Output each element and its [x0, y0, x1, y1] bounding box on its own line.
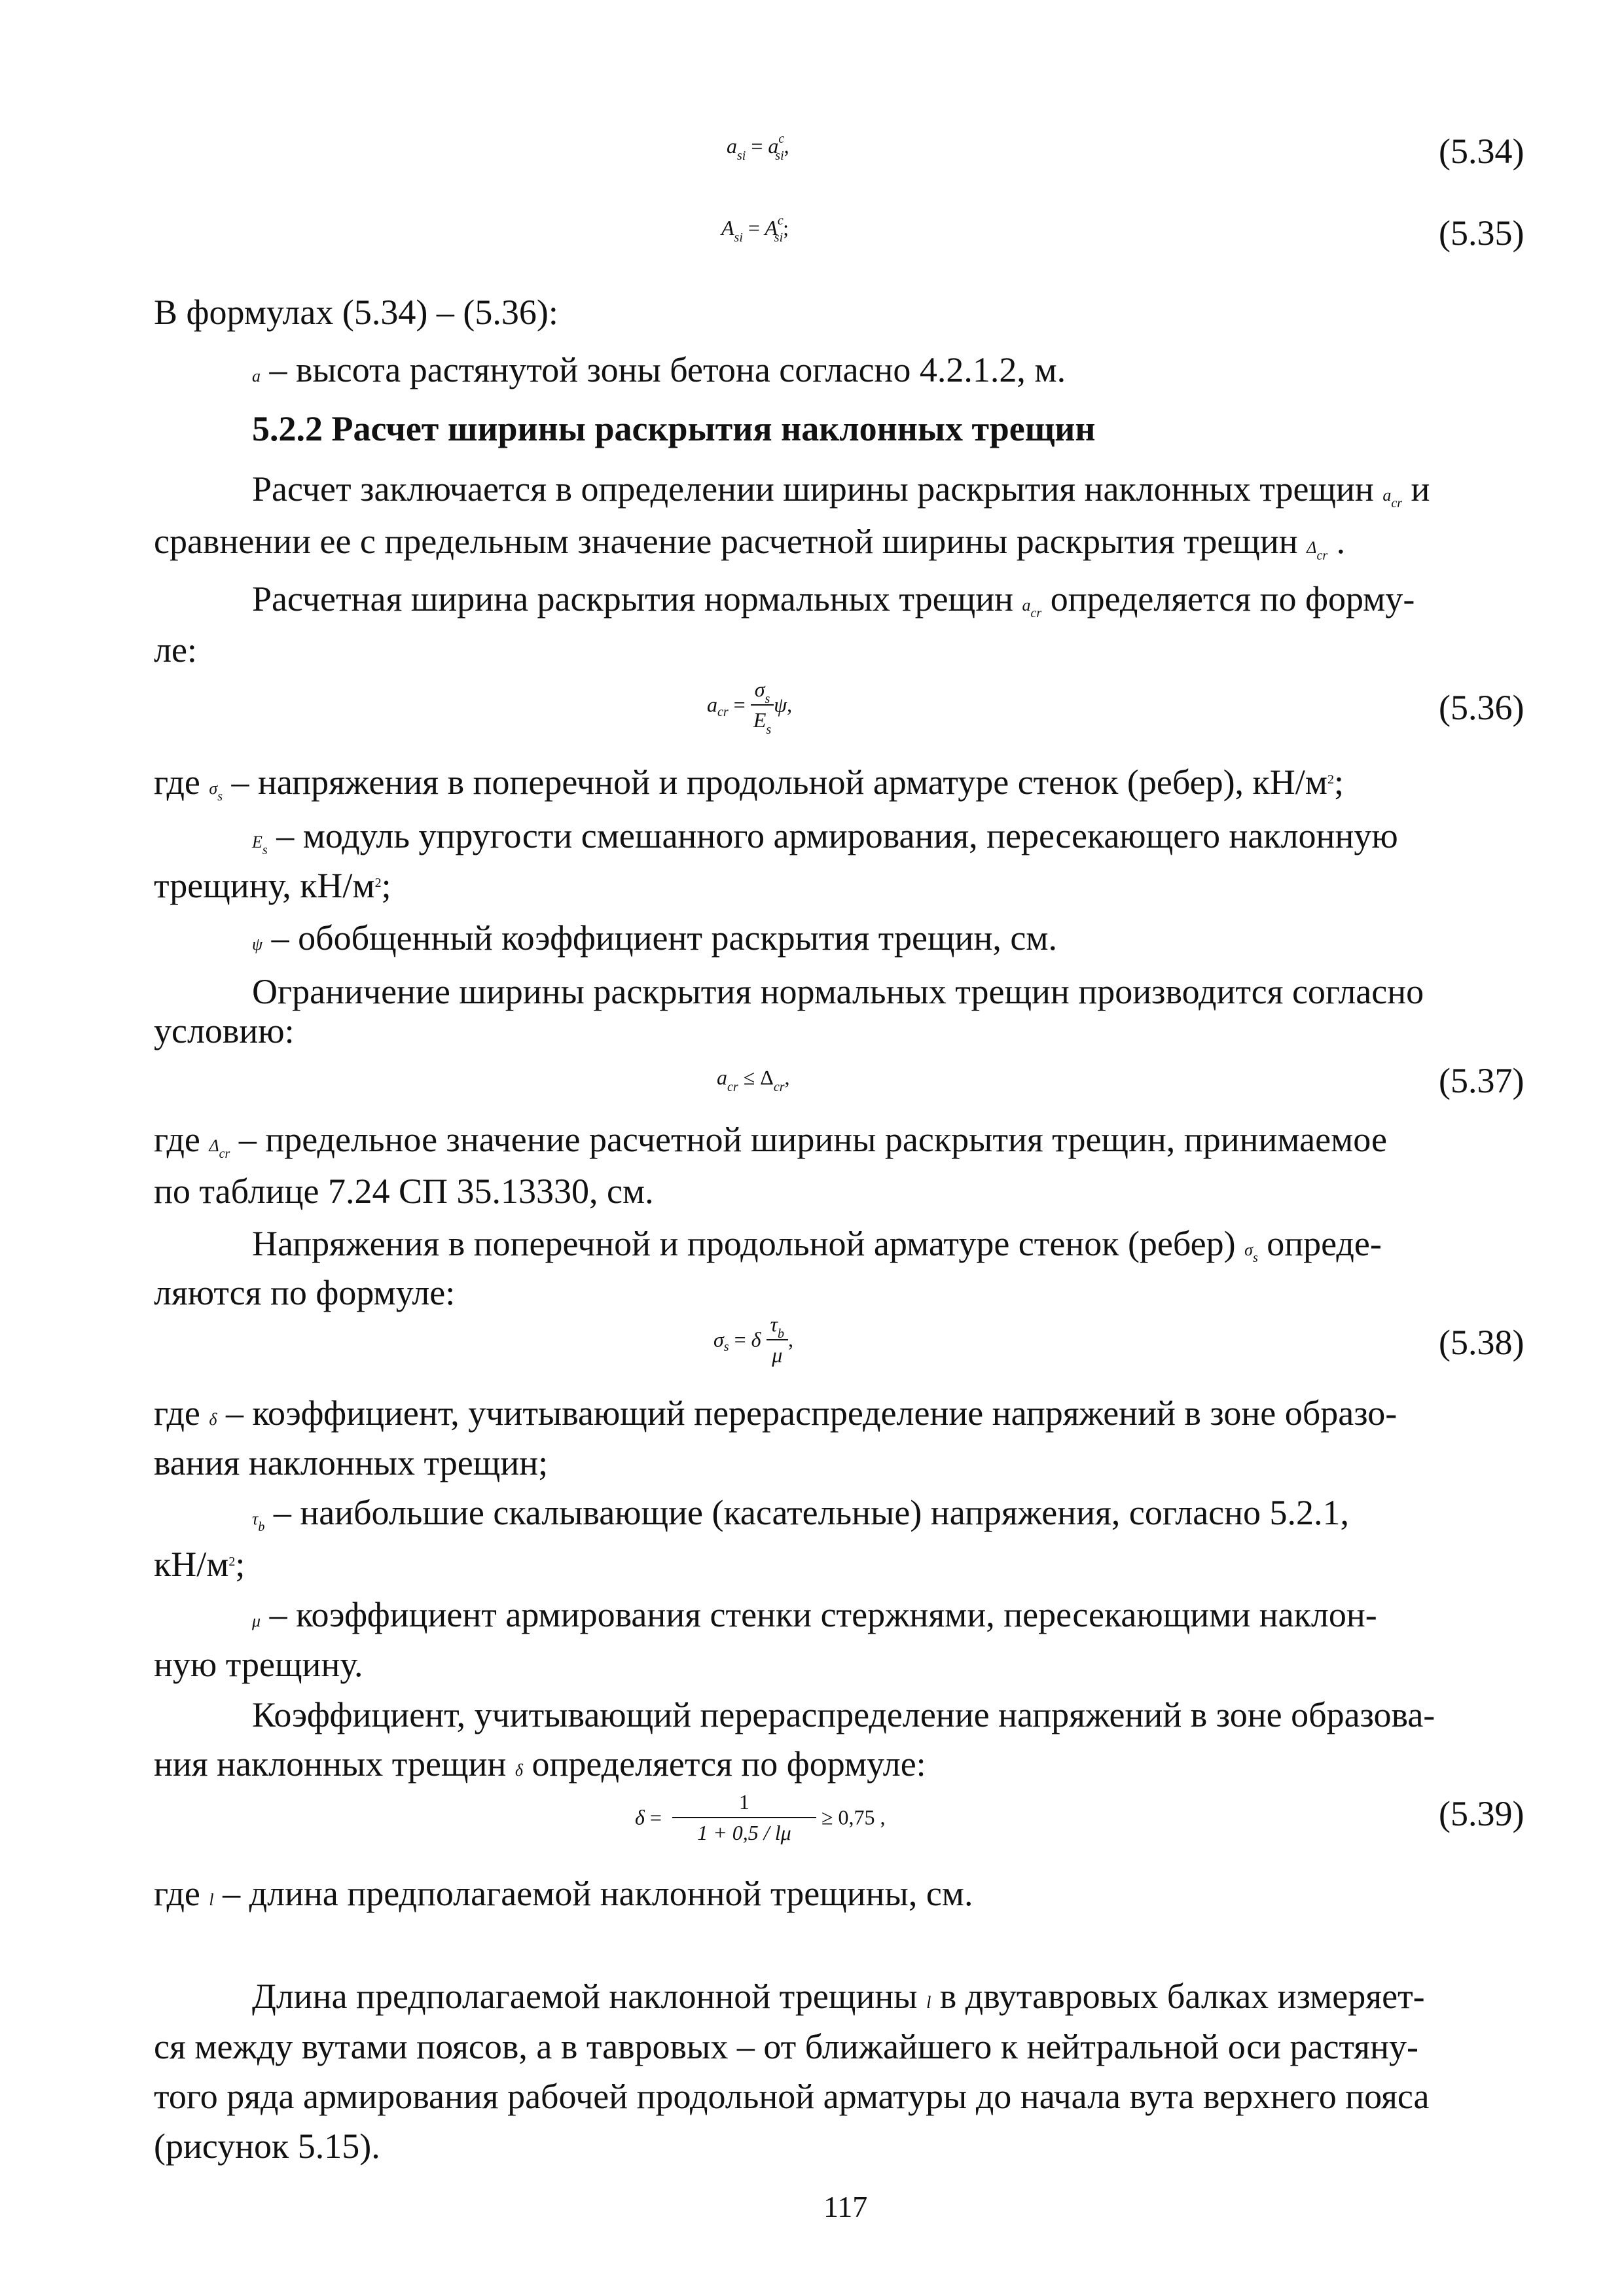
page-number: 117 — [823, 2190, 868, 2223]
definition-a: a – высота растянутой зоны бетона согласно 4.2.1.2, м. — [252, 350, 1066, 389]
formula-number-5-34: (5.34) — [1439, 132, 1525, 171]
paragraph: ле: — [154, 630, 197, 670]
formula-number-5-37: (5.37) — [1439, 1061, 1525, 1100]
formula-5-39: δ = $\frac{1}{1 + 0,5 / l\mu}$ ≥ 0,75 , — [635, 1790, 886, 1844]
paragraph: сравнении ее с предельным значение расчетной ширины раскрытия трещин Δcr . — [154, 522, 1346, 563]
paragraph: (рисунок 5.15). — [154, 2126, 380, 2166]
paragraph: условию: — [154, 1011, 295, 1050]
definition-E: Es – модуль упругости смешанного армирования, пересекающего наклонную — [252, 816, 1398, 857]
paragraph: ния наклонных трещин δ определяется по формуле: — [154, 1744, 926, 1784]
formula-5-38: $\sigma_s = \delta$ $\frac{\tau_b}{\mu}$ , — [713, 1312, 793, 1367]
formula-5-36: $a_{cr}$ = $\frac{\sigma_s}{E_s}$ ψ, — [707, 677, 793, 737]
paragraph: того ряда армирования рабочей продольной арматуры до начала вута верхнего пояса — [154, 2077, 1430, 2116]
paragraph: В формулах (5.34) – (5.36): — [154, 293, 558, 332]
paragraph: Расчет заключается в определении ширины раскрытия наклонных трещин acr и — [252, 469, 1430, 511]
formula-number-5-39: (5.39) — [1439, 1794, 1525, 1833]
formula-5-35: $A_{si} = A^c_{si}$; — [721, 213, 789, 245]
paragraph: вания наклонных трещин; — [154, 1443, 549, 1482]
definition-mu: μ – коэффициент армирования стенки стержнями, пересекающими наклон- — [252, 1595, 1377, 1634]
paragraph: Расчетная ширина раскрытия нормальных трещин acr определяется по форму- — [252, 579, 1415, 620]
formula-number-5-38: (5.38) — [1439, 1323, 1525, 1362]
formula-5-34: $a_{si} = a^c_{si}$, — [727, 132, 789, 163]
paragraph: Длина предполагаемой наклонной трещины l в двутавровых балках измеряет- — [252, 1977, 1425, 2016]
definition-tau: τb – наибольшие скалывающие (касательные) напряжения, согласно 5.2.1, — [252, 1493, 1350, 1534]
paragraph: Ограничение ширины раскрытия нормальных трещин производится согласно — [252, 972, 1424, 1011]
formula-5-37: $a_{cr} \le \Delta_{cr}$, — [717, 1066, 790, 1094]
paragraph: по таблице 7.24 СП 35.13330, см. — [154, 1172, 654, 1211]
paragraph: $кН/м^2$; — [154, 1545, 245, 1584]
paragraph: Коэффициент, учитывающий перераспределение напряжений в зоне образова- — [252, 1695, 1435, 1734]
paragraph: трещину, $кН/м^2$; — [154, 866, 391, 905]
section-heading: 5.2.2 Расчет ширины раскрытия наклонных трещин — [252, 409, 1096, 448]
formula-number-5-36: (5.36) — [1439, 688, 1525, 727]
paragraph: Напряжения в поперечной и продольной арматуре стенок (ребер) σs опреде- — [252, 1224, 1382, 1265]
formula-number-5-35: (5.35) — [1439, 213, 1525, 253]
paragraph: ную трещину. — [154, 1645, 363, 1684]
paragraph: ляются по формуле: — [154, 1273, 456, 1312]
where-l: где l – длина предполагаемой наклонной трещины, см. — [154, 1874, 973, 1913]
where-delta: где δ – коэффициент, учитывающий перераспределение напряжений в зоне образо- — [154, 1393, 1398, 1433]
where-delta-cr: где Δcr – предельное значение расчетной ширины раскрытия трещин, принимаемое — [154, 1120, 1387, 1161]
where-sigma: где σs – напряжения в поперечной и продольной арматуре стенок (ребер), $кН/м^2$; — [154, 762, 1344, 804]
paragraph: ся между вутами поясов, а в тавровых – от ближайшего к нейтральной оси растяну- — [154, 2027, 1419, 2066]
definition-psi: ψ – обобщенный коэффициент раскрытия трещин, см. — [252, 918, 1057, 958]
